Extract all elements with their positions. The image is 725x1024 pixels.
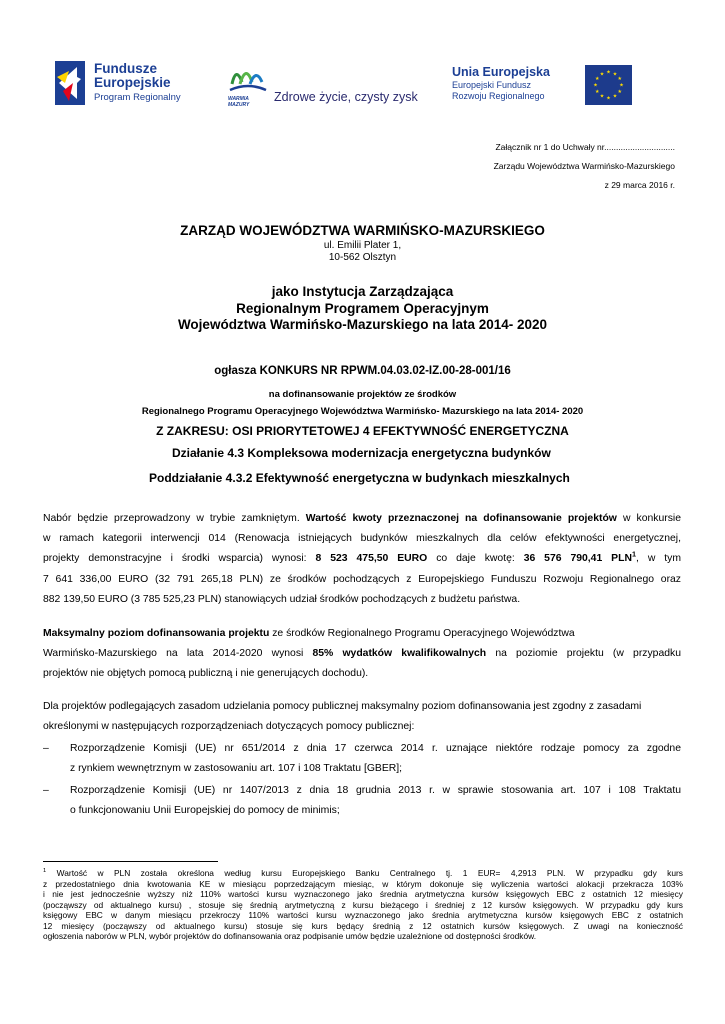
contest-sub1: na dofinansowanie projektów ze środków	[268, 389, 457, 400]
logo-unia-europejska	[452, 63, 637, 109]
svg-text:★: ★	[599, 71, 605, 78]
board-street: ul. Emilii Plater 1,	[323, 240, 402, 251]
contest-title: ogłasza KONKURS NR RPWM.04.03.02-IZ.00-28-001/16	[214, 365, 511, 377]
wm-slogan: Zdrowe życie, czysty zysk	[274, 90, 418, 104]
fe-line1: Fundusze	[94, 61, 157, 76]
paragraph-max-funding	[43, 624, 681, 685]
ue-line3: Rozwoju Regionalnego	[452, 91, 545, 101]
svg-text:★: ★	[599, 93, 605, 100]
ue-line2: Europejski Fundusz	[452, 80, 532, 90]
para2-line3: projektów nie objętych pomocą publiczną i nie generujących dochodu).	[43, 668, 369, 680]
wm-swirl-icon	[226, 62, 270, 96]
institution-line1: jako Instytucja Zarządzająca	[271, 284, 454, 299]
para2-line1: Maksymalny poziom dofinansowania projektu ze środków Regionalnego Programu Operacyjnego Województwa	[43, 628, 575, 639]
annex-line2: Zarządu Województwa Warmińsko-Mazurskiego	[493, 161, 675, 171]
institution-line3: Województwa Warmińsko-Mazurskiego na lata 2014- 2020	[177, 317, 548, 332]
footnote-separator	[43, 861, 218, 862]
list-dash: –	[43, 785, 49, 796]
svg-text:★: ★	[606, 69, 611, 76]
institution-line2: Regionalnym Programem Operacyjnym	[236, 300, 489, 316]
footnote-line1: $^1$ Wartość w PLN została określona według kursu Europejskiego Banku Centralnego tj. 1 EUR= 4,2913 PLN. W przypadku gdy kurs	[43, 868, 683, 878]
svg-text:★: ★	[595, 76, 600, 82]
footnote-line4: (począwszy od aktualnego kursu) , stosuje się średnią arytmetyczną z kursu bieżącego i średniej z 12 kursów księgowych. W przypadku gdy kurs	[43, 899, 683, 910]
para3-line2: określonymi w następujących rozporządzeniach dotyczących pomocy publicznej:	[43, 721, 415, 733]
board-city: 10-562 Olsztyn	[328, 252, 397, 263]
para2-line2: Warmińsko-Mazurskiego na lata 2014-2020 wynosi 85% wydatków kwalifikowalnych na poziomie projektu (w przypadku	[43, 648, 681, 660]
logo-fundusze-europejskie	[55, 57, 195, 109]
annex-line1: Załącznik nr 1 do Uchwały nr..............................	[495, 142, 675, 152]
wm-name: WARMIA MAZURY	[228, 96, 250, 108]
footnote-line2: z przedostatniego dnia kwotowania KE w miesiącu poprzedzającym miesiąc, w którym dokonuje się wyliczenia wartości alokacji przekracza 103%	[43, 878, 683, 889]
footnote-line7: ogłoszenia naborów w PLN, wybór projektów do dofinansowania oraz podpisanie umów będzie uzależnione od dostępności środków.	[43, 931, 537, 941]
footnote	[43, 868, 683, 942]
svg-text:★: ★	[619, 82, 624, 89]
fe-star-icon	[55, 57, 91, 109]
list-item-line1: Rozporządzenie Komisji (UE) nr 651/2014 z dnia 17 czerwca 2014 r. uznające niektóre rodzaje pomocy za zgodne	[70, 743, 681, 754]
svg-text:★: ★	[593, 82, 598, 89]
contest-scope: Z ZAKRESU: OSI PRIORYTETOWEJ 4 EFEKTYWNOŚĆ ENERGETYCZNA	[156, 424, 569, 438]
list-item	[43, 781, 681, 823]
svg-text:★: ★	[617, 89, 622, 95]
svg-text:★: ★	[595, 89, 600, 95]
para3-line1: Dla projektów podlegających zasadom udzielania pomocy publicznej maksymalny poziom dofinansowania jest zgodny z zasadami	[43, 701, 642, 712]
svg-text:★: ★	[617, 76, 622, 82]
svg-text:★: ★	[612, 93, 618, 100]
ue-line1: Unia Europejska	[452, 65, 550, 79]
contest-action: Działanie 4.3 Kompleksowa modernizacja energetyczna budynków	[172, 446, 551, 460]
contest-sub2: Regionalnego Programu Operacyjnego Województwa Warmińsko- Mazurskiego na lata 2014- 2020	[141, 406, 584, 417]
eu-flag-icon	[585, 65, 632, 105]
para1-line4: 7 641 336,00 EURO (32 791 265,18 PLN) ze środków pochodzących z Europejskiego Funduszu Rozwoju Regionalnego oraz	[43, 573, 681, 585]
annex-line3: z 29 marca 2016 r.	[604, 180, 675, 190]
list-item-line1: Rozporządzenie Komisji (UE) nr 1407/2013 z dnia 18 grudnia 2013 r. w sprawie stosowania art. 107 i 108 Traktatu	[70, 785, 681, 796]
footnote-line6: 12 miesięcy (począwszy od aktualnego kursu) stosuje się kurs będący średnią z 12 ostatnich kursów księgowych. Z uwagi na konieczność	[43, 920, 683, 931]
svg-text:★: ★	[612, 71, 618, 78]
footnote-line3: i nie jest jednocześnie wyższy niż 110% wartości kursu wyznaczonego jako średnia arytmetyczna kursów księgowych EBC z ostatnich 12 miesięcy	[43, 889, 683, 899]
footnote-line5: księgowy EBC w danym miesiącu przekroczy 110% wartości kursu wyznaczonego jako średnia arytmetyczna kursów księgowych EBC z ostatnich	[43, 910, 683, 920]
list-item-line2: o funkcjonowaniu Unii Europejskiej do pomocy de minimis;	[70, 805, 340, 817]
fe-line3: Program Regionalny	[94, 92, 181, 103]
para1-line2: w ramach kategorii interwencji 014 (Renowacja istniejących budynków mieszkalnych dla celów efektywności energetycznej,	[43, 533, 681, 545]
logo-warmia-mazury	[222, 62, 432, 110]
svg-text:★: ★	[606, 95, 611, 102]
paragraph-state-aid	[43, 697, 681, 737]
institution-block	[0, 284, 725, 334]
para1-line1: Nabór będzie przeprowadzony w trybie zamkniętym. Wartość kwoty przeznaczonej na dofinansowanie projektów w konkursie	[43, 513, 681, 524]
contest-subaction: Poddziałanie 4.3.2 Efektywność energetyczna w budynkach mieszkalnych	[149, 471, 570, 485]
list-item-line2: z rynkiem wewnętrznym w zastosowaniu art. 107 i 108 Traktatu [GBER];	[70, 763, 403, 775]
list-dash: –	[43, 743, 49, 754]
paragraph-allocation	[43, 509, 681, 610]
list-item	[43, 739, 681, 781]
fe-line2: Europejskie	[94, 75, 171, 90]
para1-line3: projekty demonstracyjne i środki wsparcia) wynosi: 8 523 475,50 EURO co daje kwotę: 36 576 790,41 PLN$^1$, w tym	[43, 549, 681, 565]
para1-line5: 882 139,50 EURO (3 785 525,23 PLN) stanowiących udział środków pochodzących z budżetu państwa.	[43, 593, 521, 605]
board-title: ZARZĄD WOJEWÓDZTWA WARMIŃSKO-MAZURSKIEGO	[180, 223, 545, 238]
